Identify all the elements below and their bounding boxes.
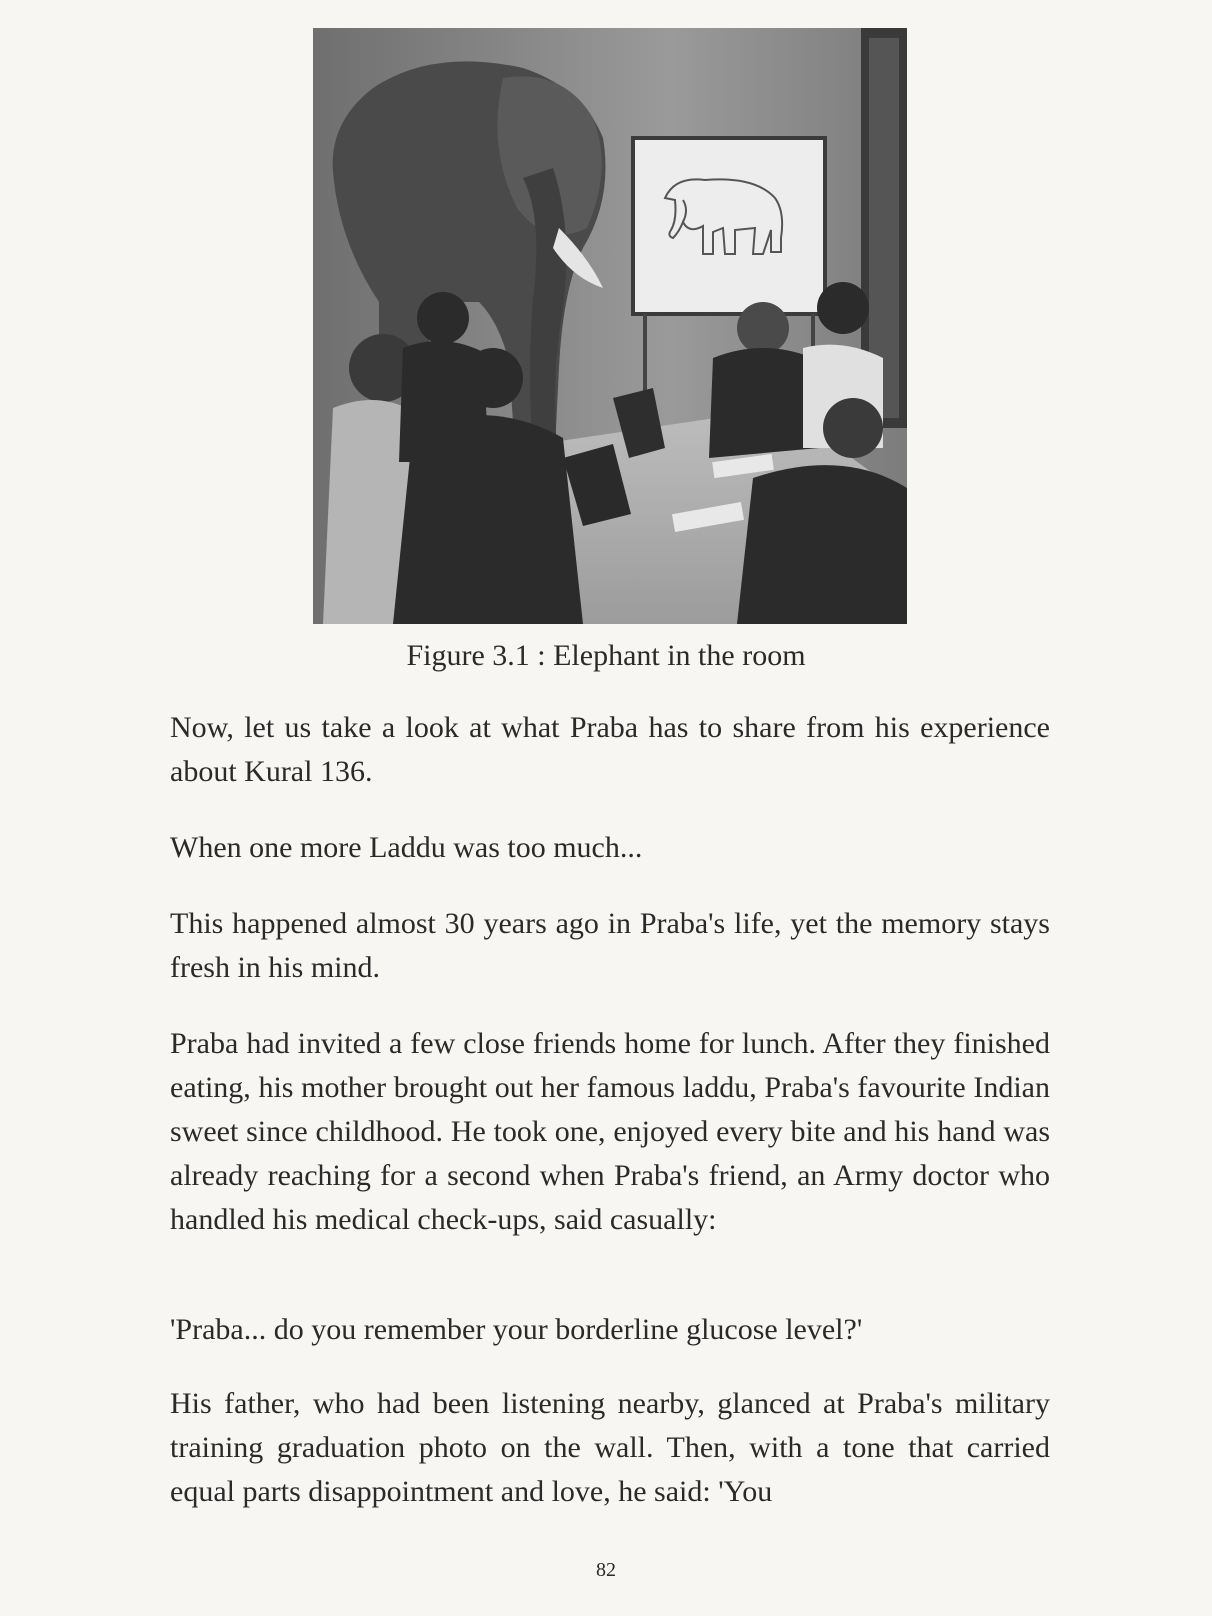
paragraph-intro [170, 706, 1050, 794]
paragraph-text: Now, let us take a look at what Praba has to share from his experience about Kural 136. [170, 711, 1050, 788]
paragraph-memory [170, 902, 1050, 990]
paragraph-quote [170, 1308, 1050, 1352]
paragraph-text: Praba had invited a few close friends home for lunch. After they finished eating, his mother brought out her famous laddu, Praba's favourite Indian sweet since childhood. He took one, enjoyed every bite and his hand was already reaching for a second when Praba's friend, an Army doctor who handled his medical check-ups, said casually: [170, 1027, 1050, 1236]
paragraph-text: When one more Laddu was too much... [170, 831, 643, 864]
paragraph-text: 'Praba... do you remember your borderline glucose level?' [170, 1313, 863, 1346]
paragraph-text: His father, who had been listening nearby, glanced at Praba's military training graduation photo on the wall. Then, with a tone that carried equal parts disappointment and love, he said: 'You [170, 1387, 1050, 1508]
paragraph-text: This happened almost 30 years ago in Praba's life, yet the memory stays fresh in his mind. [170, 907, 1050, 984]
figure-caption: Figure 3.1 : Elephant in the room [406, 639, 806, 672]
page-number: 82 [596, 1559, 616, 1581]
paragraph-father [170, 1382, 1050, 1514]
elephant-meeting-photo [313, 28, 907, 624]
section-heading [170, 826, 1050, 870]
paragraph-lunch [170, 1022, 1050, 1242]
